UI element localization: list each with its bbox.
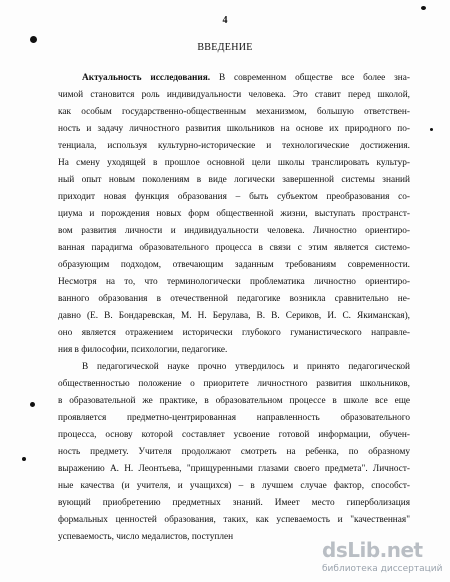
text-line: циума и порождения новых форм общественной жизни, выступать пространст- [58, 209, 410, 219]
text-line: вом развития личности и индивидуальности человека. Личностно ориентиро- [58, 226, 410, 236]
body-text [58, 70, 410, 546]
text-line: В педагогической науке прочно утвердилось и принято педагогической [82, 362, 410, 372]
text-line: образующим подходом, отвечающим заданным требованиям современности. [58, 260, 410, 270]
text-line: оно является отражением исторически глубокого гуманистического направле- [58, 328, 410, 338]
text-line: ния в философии, психологии, педагогике. [58, 345, 228, 355]
text-line [58, 70, 410, 87]
text-line: успеваемость, число медалистов, поступлен [58, 532, 234, 542]
text-line: ные качества (и учителя, и учащихся) – в лучшем случае фактор, способст- [58, 481, 410, 491]
text-line: формальных ценностей образования, таких, как успеваемость и "качественная" [58, 515, 410, 525]
text-line: тенциала, используя культурно-исторические и технологические достижения. [58, 141, 410, 151]
lead-bold: Актуальность исследования. [82, 73, 211, 83]
text-line: процесса, основу которой составляет усвоение готовой информации, обучен- [58, 430, 410, 440]
watermark-subtitle: библиотека диссертаций [322, 564, 443, 574]
text-line: ность предмету. Учителя продолжают смотреть на ребенка, по образному [58, 447, 410, 457]
text-line: общественностью положение о приоритете личностного развития школьников, [58, 379, 410, 389]
watermark-logo: dsLib.net [322, 538, 423, 562]
text-line: вующий приобретению предметных знаний. Имеет место гиперболизация [58, 498, 410, 508]
text-line: Несмотря на то, что терминологически проблематика личностно ориентиро- [58, 277, 410, 287]
text-line: ванного образования в отечественной педагогике возникла сравнительно не- [58, 294, 410, 304]
text-line: проявляется предметно-центрированная направленность образовательного [58, 413, 410, 423]
text-line: ванная парадигма образовательного процесса в связи с этим является системо- [58, 243, 410, 253]
scan-speck [22, 457, 26, 461]
text-line-content: В современном обществе все более зна- [210, 73, 410, 83]
scan-speck [430, 128, 433, 131]
scan-speck [421, 6, 426, 10]
text-line: давно (Е. В. Бондаревская, М. Н. Берулава, В. В. Сериков, И. С. Якиманская), [58, 311, 410, 321]
watermark [322, 538, 443, 576]
text-line: ность и задачу личностного развития школьников на основе их природного по- [58, 124, 410, 134]
text-line: На смену уходящей в прошлое основной цели школы транслировать культур- [58, 158, 410, 168]
text-line: как особым государственно-общественным механизмом, большую ответствен- [58, 107, 410, 117]
page-number: 4 [222, 15, 228, 26]
text-line: выражению А. Н. Леонтьева, "прищуренными глазами своего предмета". Личност- [58, 464, 410, 474]
text-line: ный опыт новым поколениям в виде логически завершенной системы знаний [58, 175, 410, 185]
section-heading: ВВЕДЕНИЕ [197, 42, 253, 53]
scan-speck [30, 402, 35, 407]
text-line: чимой становится роль индивидуальности человека. Это ставит перед школой, [58, 90, 410, 100]
text-line: в образовательной же практике, в образовательном процессе в школе все еще [58, 396, 410, 406]
text-line: приходит новая функция образования – быть субъектом преобразования со- [58, 192, 410, 202]
